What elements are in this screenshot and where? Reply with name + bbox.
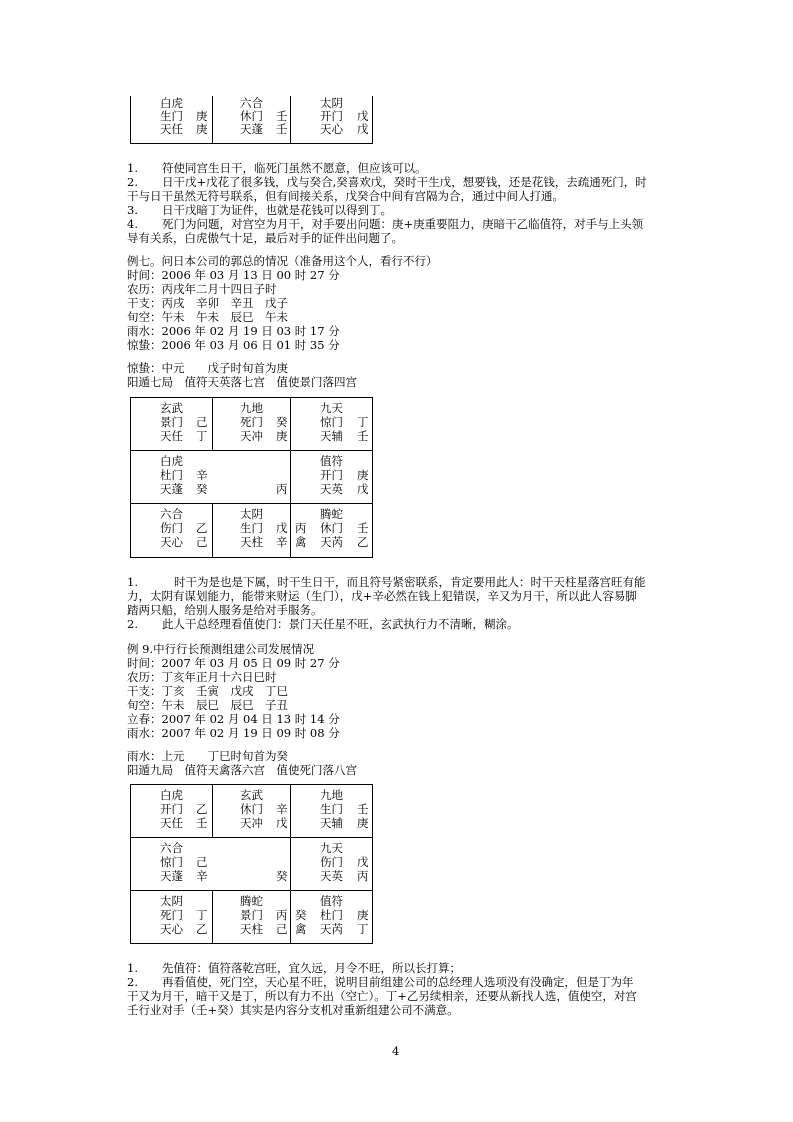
grid-line (372, 96, 373, 143)
star-god: 六合 (240, 96, 263, 110)
grid-line (212, 503, 213, 558)
star: 天柱 (240, 535, 263, 549)
star-stem: 戊 (276, 816, 288, 830)
note-number: 4. (127, 217, 138, 231)
gate-stem: 戊 (357, 109, 369, 123)
gate-stem: 壬 (276, 109, 288, 123)
star-god: 太阴 (160, 894, 183, 908)
gate: 伤门 (320, 855, 343, 869)
example-title: 例七。问日本公司的郭总的情况（准备用这个人，看行不行） (127, 254, 438, 268)
star-god: 值符 (320, 894, 343, 908)
center-stem: 丙 (276, 482, 288, 496)
star-stem: 戊 (357, 122, 369, 136)
grid-line (130, 557, 373, 558)
note-line: 死门为问题，对宫空为月干，对手要出问题：庚+庚重要阻力，庚暗干乙临值符，对手与上头领 (162, 217, 644, 231)
extra-stem: 癸 (295, 908, 307, 922)
gate: 死门 (160, 908, 183, 922)
note-line: 踏两只船，给别人服务是给对手服务。 (127, 603, 323, 617)
star-stem: 辛 (276, 535, 288, 549)
gate-stem: 己 (196, 855, 208, 869)
gate: 休门 (240, 109, 263, 123)
star: 天蓬 (240, 122, 263, 136)
star-stem: 庚 (196, 122, 208, 136)
star-stem: 丙 (357, 869, 369, 883)
star: 天冲 (240, 429, 263, 443)
note-line: 日干戊暗丁为证件，也就是花钱可以得到丁。 (162, 203, 392, 217)
info-line: 干支：丙戌 辛卯 辛丑 戊子 (127, 296, 288, 310)
star: 天任 (160, 429, 183, 443)
grid-line (212, 96, 213, 143)
info-line: 旬空：午未 辰巳 辰巳 子丑 (127, 698, 288, 712)
grid-line (130, 890, 373, 891)
grid-line (372, 784, 373, 944)
note-number: 3. (127, 203, 138, 217)
star-stem: 乙 (357, 535, 369, 549)
star: 天任 (160, 122, 183, 136)
note-number: 2. (127, 617, 138, 631)
gate: 生门 (320, 802, 343, 816)
gate: 杜门 (160, 468, 183, 482)
extra-stem: 丙 (295, 521, 307, 535)
note-number: 2. (127, 175, 138, 189)
info-line: 雨水：2006 年 02 月 19 日 03 时 17 分 (127, 324, 340, 338)
star: 天冲 (240, 816, 263, 830)
gate: 开门 (320, 109, 343, 123)
star-god: 九天 (320, 401, 343, 415)
star-god: 九天 (320, 841, 343, 855)
star-god: 白虎 (160, 96, 183, 110)
gate-stem: 壬 (357, 521, 369, 535)
gate: 惊门 (160, 855, 183, 869)
note-number: 2. (127, 975, 138, 989)
grid-line (130, 397, 131, 558)
star-god: 太阴 (320, 96, 343, 110)
gate: 生门 (160, 109, 183, 123)
gate-stem: 丁 (196, 908, 208, 922)
star-stem: 壬 (276, 122, 288, 136)
star-stem: 庚 (357, 816, 369, 830)
extra-star: 禽 (295, 922, 307, 936)
grid-line (130, 503, 373, 504)
star-god: 六合 (160, 841, 183, 855)
grid-line (130, 450, 373, 451)
gate: 惊门 (320, 415, 343, 429)
note-number: 1. (127, 161, 138, 175)
star: 天任 (160, 816, 183, 830)
star: 天辅 (320, 816, 343, 830)
star-god: 腾蛇 (320, 507, 343, 521)
gate: 休门 (320, 521, 343, 535)
star-stem: 壬 (357, 429, 369, 443)
chart-header: 阳遁七局 值符天英落七宫 值使景门落四宫 (127, 375, 357, 389)
gate-stem: 乙 (196, 802, 208, 816)
gate-stem: 庚 (357, 468, 369, 482)
grid-line (212, 397, 213, 450)
gate-stem: 庚 (196, 109, 208, 123)
note-line: 干与日干虽然无符号联系，但有间接关系，戊癸合中间有宫隔为合，通过中间人打通。 (127, 189, 564, 203)
gate: 生门 (240, 521, 263, 535)
star-god: 玄武 (240, 788, 263, 802)
gate-stem: 乙 (196, 521, 208, 535)
gate-stem: 戊 (276, 521, 288, 535)
star-god: 六合 (160, 507, 183, 521)
star-god: 白虎 (160, 454, 183, 468)
star-stem: 壬 (196, 816, 208, 830)
info-line: 农历：丙戌年二月十四日子时 (127, 282, 277, 296)
star: 天心 (160, 922, 183, 936)
star-god: 腾蛇 (240, 894, 263, 908)
grid-line (130, 943, 373, 944)
note-line: 壬行业对手（壬+癸）其实是内容分支机对重新组建公司不满意。 (127, 1003, 459, 1017)
note-line: 此人干总经理看值使门：景门天任星不旺，玄武执行力不清晰，糊涂。 (162, 617, 519, 631)
chart-header: 阳遁九局 值符天禽落六宫 值使死门落八宫 (127, 763, 357, 777)
note-line: 导有关系，白虎傲气十足，最后对手的证件出问题了。 (127, 231, 403, 245)
star: 天英 (320, 482, 343, 496)
gate: 休门 (240, 802, 263, 816)
note-line: 时干为是也是下属，时干生日干，而且符号紧密联系，肯定要用此人：时干天柱星落宫旺有能 (174, 575, 646, 589)
star: 天心 (160, 535, 183, 549)
star: 天柱 (240, 922, 263, 936)
note-line: 符使同宫生日干，临死门虽然不愿意，但应该可以。 (162, 161, 427, 175)
gate: 伤门 (160, 521, 183, 535)
page-number: 4 (392, 1044, 400, 1058)
gate-stem: 丁 (357, 415, 369, 429)
note-line: 力，太阴有谋划能力，能带来财运（生门），戊+辛必然在钱上犯错误，辛又为月干，所以此人容易脚 (127, 589, 637, 603)
grid-line (130, 96, 131, 143)
gate: 开门 (320, 468, 343, 482)
grid-line (212, 890, 213, 944)
star: 天辅 (320, 429, 343, 443)
star: 天芮 (320, 535, 343, 549)
star-god: 太阴 (240, 507, 263, 521)
star-stem: 庚 (276, 429, 288, 443)
grid-line (130, 397, 373, 398)
gate-stem: 己 (196, 415, 208, 429)
info-line: 旬空：午未 午未 辰巳 午未 (127, 310, 288, 324)
note-number: 1. (127, 575, 138, 589)
grid-line (130, 784, 131, 944)
star-stem: 乙 (196, 922, 208, 936)
gate-stem: 丙 (276, 908, 288, 922)
gate: 杜门 (320, 908, 343, 922)
gate: 景门 (240, 908, 263, 922)
note-line: 干又为月干，暗干又是丁，所以有力不出（空亡）。丁+乙另续相亲，还要从新找人选，值使空，对宫 (127, 989, 637, 1003)
info-line: 农历：丁亥年正月十六日巳时 (127, 670, 277, 684)
gate-stem: 庚 (357, 908, 369, 922)
info-line: 时间：2007 年 03 月 05 日 09 时 27 分 (127, 656, 340, 670)
star-stem: 癸 (196, 482, 208, 496)
gate: 开门 (160, 802, 183, 816)
star: 天英 (320, 869, 343, 883)
note-number: 1. (127, 961, 138, 975)
extra-star: 禽 (295, 535, 307, 549)
star: 天蓬 (160, 869, 183, 883)
example-title: 例 9.中行行长预测组建公司发展情况 (127, 642, 315, 656)
star-stem: 戊 (357, 482, 369, 496)
grid-line (290, 96, 291, 143)
gate-stem: 辛 (196, 468, 208, 482)
gate-stem: 壬 (357, 802, 369, 816)
note-line: 再看值使，死门空，天心星不旺，说明目前组建公司的总经理人选项没有没确定，但是丁为年 (162, 975, 634, 989)
star: 天心 (320, 122, 343, 136)
note-line: 先值符：值符落乾宫旺，宜久远，月令不旺，所以长打算； (162, 961, 461, 975)
gate-stem: 癸 (276, 415, 288, 429)
info-line: 干支：丁亥 壬寅 戊戌 丁巳 (127, 684, 288, 698)
note-line: 日干戊+戊花了很多钱，戊与癸合,癸喜欢戊，癸时干生戊，想要钱，还是花钱，去疏通死门，时 (162, 175, 647, 189)
star-god: 值符 (320, 454, 343, 468)
star-stem: 丁 (196, 429, 208, 443)
star-god: 白虎 (160, 788, 183, 802)
grid-line (130, 837, 373, 838)
chart-header: 雨水：上元 丁巳时旬首为癸 (127, 749, 288, 763)
grid-line (130, 143, 373, 144)
center-stem: 癸 (276, 869, 288, 883)
info-line: 惊蛰：2006 年 03 月 06 日 01 时 35 分 (127, 338, 340, 352)
star-god: 玄武 (160, 401, 183, 415)
star-god: 九地 (320, 788, 343, 802)
star: 天芮 (320, 922, 343, 936)
gate-stem: 辛 (276, 802, 288, 816)
gate: 景门 (160, 415, 183, 429)
star-stem: 丁 (357, 922, 369, 936)
gate-stem: 戊 (357, 855, 369, 869)
star-stem: 辛 (196, 869, 208, 883)
grid-line (130, 784, 373, 785)
grid-line (212, 784, 213, 837)
grid-line (290, 784, 291, 944)
info-line: 时间：2006 年 03 月 13 日 00 时 27 分 (127, 268, 340, 282)
grid-line (290, 397, 291, 558)
chart-header: 惊蛰：中元 戊子时旬首为庚 (127, 361, 288, 375)
star: 天蓬 (160, 482, 183, 496)
star-god: 九地 (240, 401, 263, 415)
info-line: 立春：2007 年 02 月 04 日 13 时 14 分 (127, 712, 340, 726)
grid-line (372, 397, 373, 558)
gate: 死门 (240, 415, 263, 429)
star-stem: 己 (276, 922, 288, 936)
info-line: 雨水：2007 年 02 月 19 日 09 时 08 分 (127, 726, 340, 740)
star-stem: 己 (196, 535, 208, 549)
